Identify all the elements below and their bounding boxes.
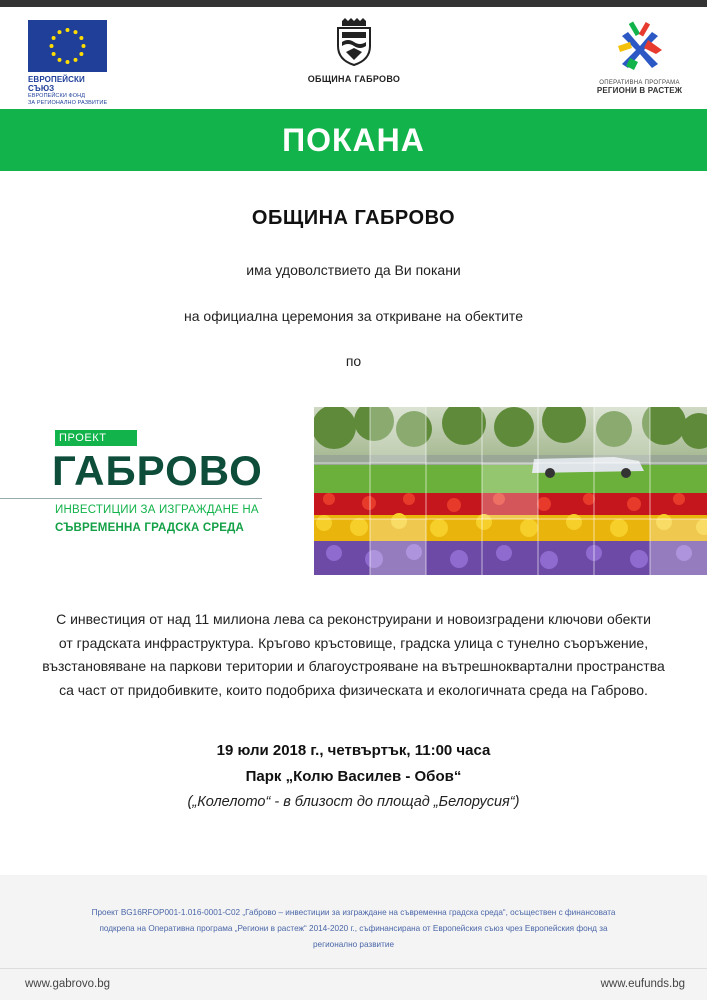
footer-line: Проект BG16RFOP001-1.016-0001-C02 „Габрово – инвестиции за изграждане на съвременна градска среда“, осъществен с финансовата xyxy=(91,908,616,917)
invitation-line-1: има удоволствието да Ви покани xyxy=(246,262,461,278)
footer-divider xyxy=(0,968,707,969)
description-line: С инвестиция от над 11 милиона лева са реконструирани и новоизградени ключови обекти xyxy=(56,611,651,627)
description-line: от градската инфраструктура. Кръгово кръстовище, градска улица с тунелно съоръжение, xyxy=(58,634,649,651)
regions-in-growth-icon xyxy=(612,20,668,74)
project-subtitle-1: ИНВЕСТИЦИИ ЗА ИЗГРАЖДАНЕ НА xyxy=(55,504,259,516)
programme-label: ОПЕРАТИВНА ПРОГРАМА xyxy=(599,80,680,86)
description-paragraph xyxy=(40,608,667,702)
title-banner xyxy=(0,109,707,171)
eu-fund-line1: ЕВРОПЕЙСКИ ФОНД xyxy=(28,93,86,99)
event-datetime: 19 юли 2018 г., четвъртък, 11:00 часа xyxy=(216,742,491,759)
description-line: възстановяване на паркови територии и благоустрояване на вътрешноквартални пространства xyxy=(42,658,665,674)
eu-flag-icon xyxy=(28,20,107,72)
park-photo xyxy=(314,407,707,575)
eu-fund-line2: ЗА РЕГИОНАЛНО РАЗВИТИЕ xyxy=(28,100,108,106)
footer-disclaimer xyxy=(50,905,657,953)
project-divider xyxy=(0,498,262,499)
footer-line: регионално развитие xyxy=(313,940,394,949)
event-place: Парк „Колю Василев - Обов“ xyxy=(245,768,462,785)
programme-logo xyxy=(592,20,687,95)
invitation-line-2: на официална церемония за откриване на обектите xyxy=(184,308,523,324)
project-subtitle-2: СЪВРЕМЕННА ГРАДСКА СРЕДА xyxy=(55,522,245,534)
invitation-line-3: по xyxy=(345,353,362,369)
eu-title: ЕВРОПЕЙСКИ СЪЮЗ xyxy=(28,75,85,93)
project-logo xyxy=(0,430,300,545)
municipality-name: ОБЩИНА ГАБРОВО xyxy=(307,74,401,84)
project-name: ГАБРОВО xyxy=(52,447,263,494)
gabrovo-crest-icon xyxy=(334,18,374,66)
gabrovo-website-link[interactable]: www.gabrovo.bg xyxy=(25,978,111,990)
eu-logo xyxy=(28,20,108,107)
top-bar xyxy=(0,0,707,7)
eufunds-website-link[interactable]: www.eufunds.bg xyxy=(600,978,685,990)
footer-line: подкрепа на Оперативна програма „Региони в растеж“ 2014-2020 г., съфинансирана от Европейския съюз чрез Европейския фонд за xyxy=(99,924,608,933)
inviter-name: ОБЩИНА ГАБРОВО xyxy=(251,207,456,229)
project-tag: ПРОЕКТ xyxy=(55,430,137,446)
event-location-note: („Колелото“ - в близост до площад „Белорусия“) xyxy=(187,794,520,810)
invitation-title: ПОКАНА xyxy=(282,121,425,158)
description-line: са част от придобивките, които подобриха физическата и екологичната среда на Габрово. xyxy=(59,681,648,698)
programme-name: РЕГИОНИ В РАСТЕЖ xyxy=(596,86,683,95)
